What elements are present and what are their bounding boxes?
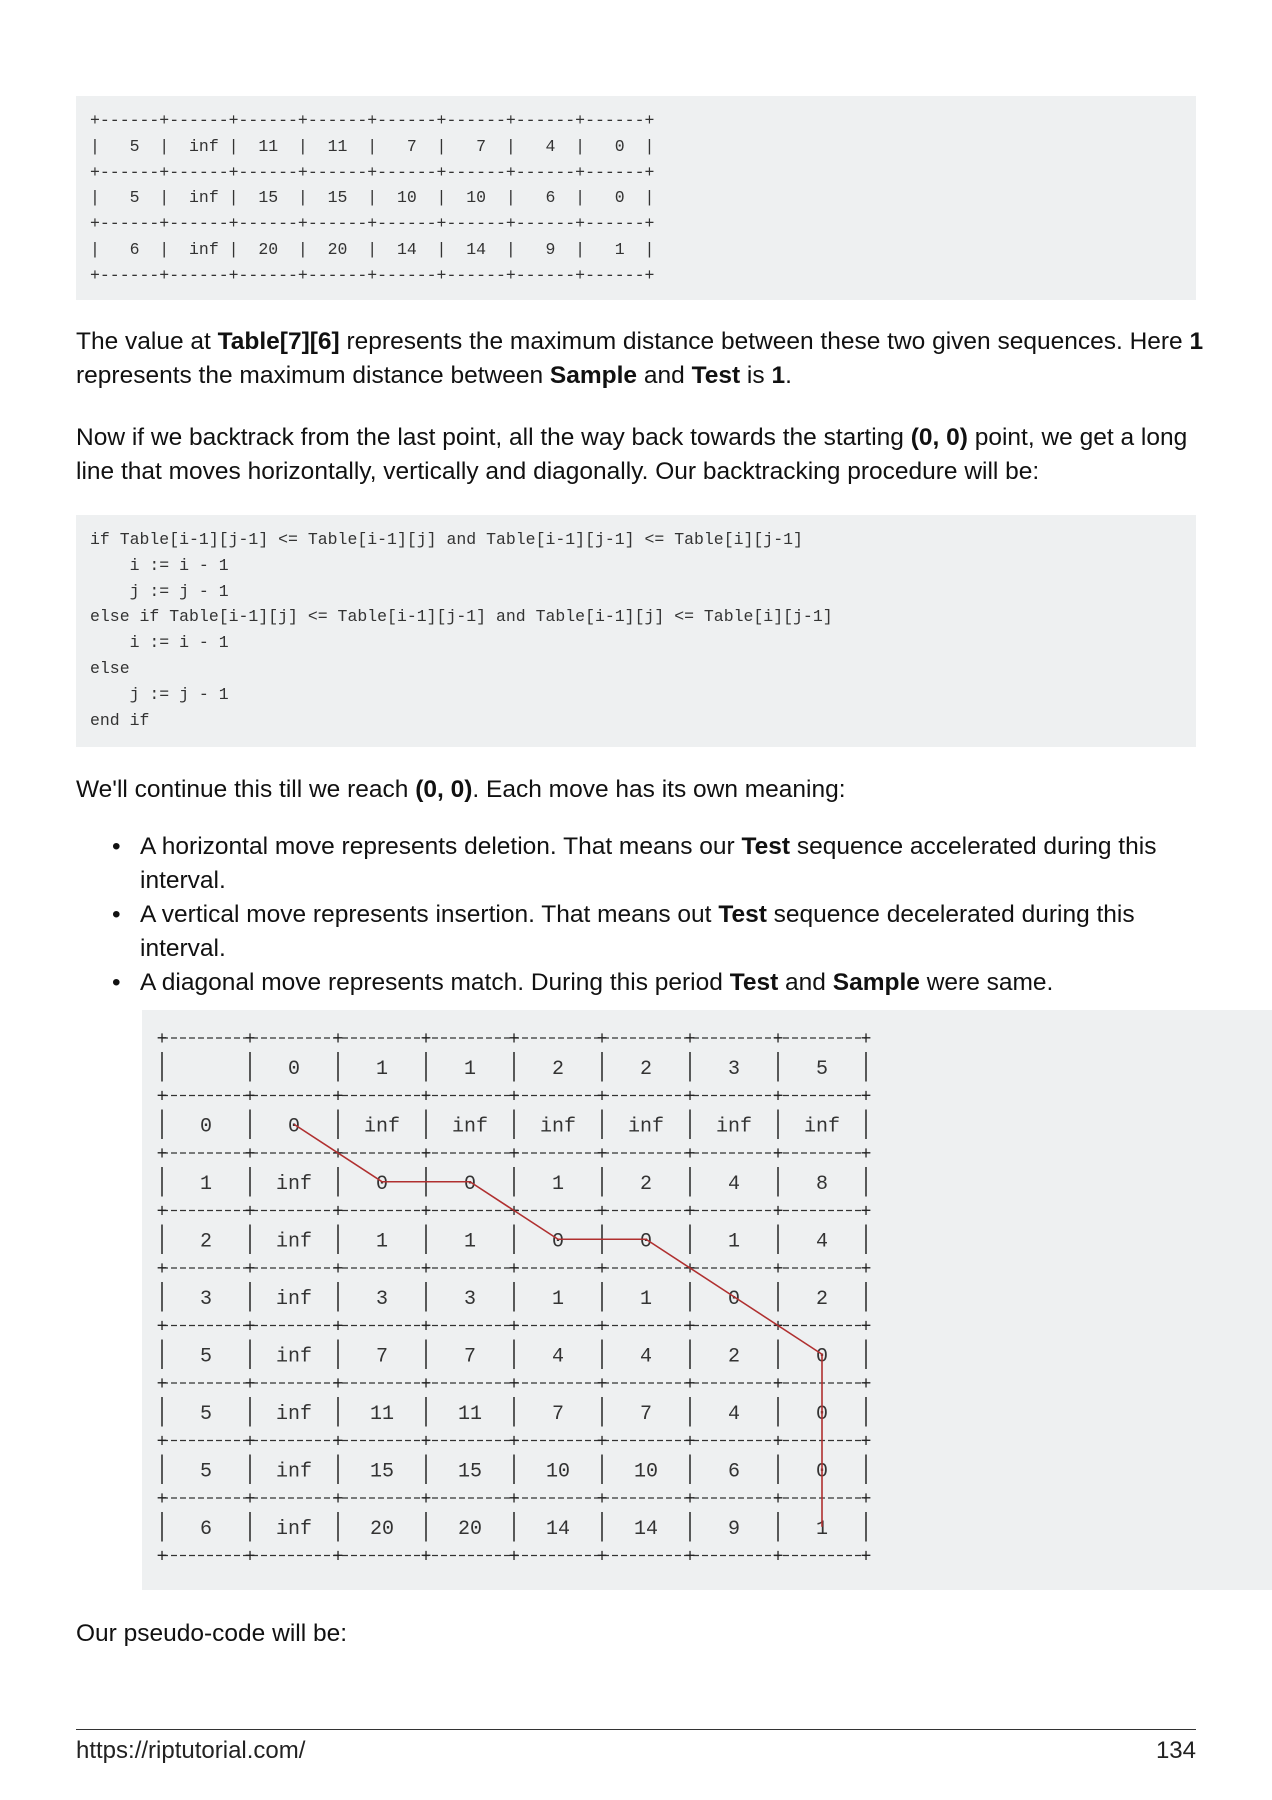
table-corner: + <box>596 1030 608 1050</box>
table-cell: inf <box>539 1115 577 1139</box>
table-corner: + <box>684 1145 696 1165</box>
table-cell: 20 <box>369 1517 395 1541</box>
table-corner: + <box>772 1145 784 1165</box>
table-corner: + <box>860 1490 872 1510</box>
table-cell: 11 <box>457 1402 483 1426</box>
table-corner: + <box>332 1490 344 1510</box>
table-cell: 1 <box>551 1287 565 1311</box>
table-header-cell: 2 <box>639 1057 653 1081</box>
table-corner: + <box>244 1202 256 1223</box>
table-corner: + <box>860 1260 872 1280</box>
table-corner: + <box>596 1317 608 1338</box>
table-corner: + <box>860 1547 872 1568</box>
table-cell: 6 <box>727 1460 741 1484</box>
table-cell: 7 <box>639 1402 653 1426</box>
table-corner: + <box>156 1145 168 1165</box>
table-cell: 0 <box>551 1230 565 1254</box>
table-corner: + <box>156 1375 168 1395</box>
table-cell: 0 <box>815 1460 829 1484</box>
table-cell: 5 <box>199 1402 213 1426</box>
table-corner: + <box>860 1145 872 1165</box>
table-corner: + <box>420 1260 432 1280</box>
table-cell: 7 <box>551 1402 565 1426</box>
table-cell: 2 <box>199 1230 213 1254</box>
footer-divider <box>76 1729 1196 1730</box>
table-corner: + <box>772 1547 784 1568</box>
table-corner: + <box>508 1432 520 1453</box>
table-corner: + <box>508 1087 520 1108</box>
table-corner: + <box>772 1202 784 1223</box>
table-cell: inf <box>451 1115 489 1139</box>
table-corner: + <box>684 1202 696 1223</box>
table-corner: + <box>596 1375 608 1395</box>
table-cell: 5 <box>199 1460 213 1484</box>
table-corner: + <box>860 1087 872 1108</box>
table-corner: + <box>684 1087 696 1108</box>
table-header-cell: 1 <box>463 1057 477 1081</box>
table-corner: + <box>596 1490 608 1510</box>
paragraph-backtrack: Now if we backtrack from the last point, all the way back towards the starting (0, 0) point, we get a long line that moves horizontally, vertically and diagonally. Our backtracking procedure will be: <box>76 424 1188 485</box>
table-cell: inf <box>275 1172 313 1196</box>
table-corner: + <box>420 1490 432 1510</box>
footer-url[interactable]: https://riptutorial.com/ <box>76 1737 306 1764</box>
table-cell: inf <box>627 1115 665 1139</box>
list-item-horizontal: • A horizontal move represents deletion. That means our Test sequence accelerated during this interval. <box>112 833 1157 894</box>
table-cell: 7 <box>463 1345 477 1369</box>
table-corner: + <box>156 1547 168 1568</box>
table-cell: 2 <box>727 1345 741 1369</box>
table-cell: 1 <box>639 1287 653 1311</box>
table-cell: inf <box>715 1115 753 1139</box>
table-corner: + <box>596 1087 608 1108</box>
table-corner: + <box>508 1317 520 1338</box>
table-corner: + <box>508 1490 520 1510</box>
table-header-cell: 1 <box>375 1057 389 1081</box>
table-corner: + <box>156 1030 168 1050</box>
table-cell: 3 <box>463 1287 477 1311</box>
table-cell: 0 <box>287 1115 301 1139</box>
table-corner: + <box>508 1375 520 1395</box>
table-corner: + <box>332 1202 344 1223</box>
table-corner: + <box>420 1317 432 1338</box>
table-corner: + <box>596 1202 608 1223</box>
table-cell: 2 <box>815 1287 829 1311</box>
table-cell: 15 <box>457 1460 483 1484</box>
table-cell: 1 <box>375 1230 389 1254</box>
table-corner: + <box>860 1375 872 1395</box>
table-corner: + <box>244 1260 256 1280</box>
table-corner: + <box>332 1432 344 1453</box>
table-cell: 8 <box>815 1172 829 1196</box>
table-corner: + <box>772 1375 784 1395</box>
table-cell: 14 <box>633 1517 659 1541</box>
table-cell: 9 <box>727 1517 741 1541</box>
table-corner: + <box>244 1030 256 1050</box>
code-block-backtrack <box>76 515 1196 747</box>
table-header-cell: 3 <box>727 1057 741 1081</box>
table-cell: inf <box>275 1345 313 1369</box>
table-header-cell: 2 <box>551 1057 565 1081</box>
table-cell: 1 <box>551 1172 565 1196</box>
table-corner: + <box>332 1087 344 1108</box>
table-corner: + <box>860 1432 872 1453</box>
table-corner: + <box>244 1087 256 1108</box>
table-corner: + <box>772 1030 784 1050</box>
code-backtrack-text: if Table[i-1][j-1] <= Table[i-1][j] and Table[i-1][j-1] <= Table[i][j-1] i := i - 1 j := j - 1 else if Table[i-1][j] <= Table[i-1][j-1] and Table[i-1][j] <= Table[i][j-1] i := i - 1 else j := j - 1 end if <box>90 530 833 730</box>
table-corner: + <box>156 1432 168 1453</box>
table-corner: + <box>244 1375 256 1395</box>
table-corner: + <box>772 1432 784 1453</box>
table-corner: + <box>772 1087 784 1108</box>
table-corner: + <box>332 1260 344 1280</box>
table-corner: + <box>332 1317 344 1338</box>
table-cell: inf <box>275 1287 313 1311</box>
list-item-diagonal: • A diagonal move represents match. During this period Test and Sample were same. <box>112 969 1054 996</box>
table-corner: + <box>596 1260 608 1280</box>
table-corner: + <box>244 1490 256 1510</box>
table-corner: + <box>332 1145 344 1165</box>
table-cell: 6 <box>199 1517 213 1541</box>
move-meaning-list <box>76 830 1206 1000</box>
table-corner: + <box>156 1202 168 1223</box>
table-cell: inf <box>803 1115 841 1139</box>
table-cell: 4 <box>551 1345 565 1369</box>
table-cell: 3 <box>199 1287 213 1311</box>
table-corner: + <box>684 1547 696 1568</box>
table-corner: + <box>156 1260 168 1280</box>
table-cell: 20 <box>457 1517 483 1541</box>
table-corner: + <box>684 1260 696 1280</box>
table-corner: + <box>684 1030 696 1050</box>
table-corner: + <box>156 1490 168 1510</box>
page-number: 134 <box>1155 1737 1196 1764</box>
table-corner: + <box>772 1260 784 1280</box>
table-corner: + <box>332 1375 344 1395</box>
table-header-cell: 5 <box>815 1057 829 1081</box>
table-corner: + <box>860 1030 872 1050</box>
table-cell: 1 <box>815 1517 829 1541</box>
table-cell: 1 <box>727 1230 741 1254</box>
table-cell: 0 <box>815 1345 829 1369</box>
table-corner: + <box>156 1317 168 1338</box>
table-corner: + <box>420 1145 432 1165</box>
table-corner: + <box>860 1317 872 1338</box>
table-corner: + <box>860 1202 872 1223</box>
paragraph-max-distance: The value at Table[7][6] represents the maximum distance between these two given sequences. Here 1 represents the maximum distance between Sample and Test is 1. <box>76 328 1204 389</box>
table-corner: + <box>244 1432 256 1453</box>
table-cell: 1 <box>463 1230 477 1254</box>
table-cell: 4 <box>727 1402 741 1426</box>
table-corner: + <box>508 1260 520 1280</box>
table-cell: 10 <box>633 1460 659 1484</box>
table-cell: 0 <box>815 1402 829 1426</box>
table-cell: inf <box>275 1230 313 1254</box>
table-cell: 4 <box>815 1230 829 1254</box>
table-cell: 4 <box>639 1345 653 1369</box>
table-corner: + <box>244 1547 256 1568</box>
table-corner: + <box>684 1490 696 1510</box>
table-corner: + <box>420 1432 432 1453</box>
table-cell: 14 <box>545 1517 571 1541</box>
table-corner: + <box>596 1547 608 1568</box>
table-corner: + <box>332 1547 344 1568</box>
table-corner: + <box>772 1490 784 1510</box>
table-cell: 3 <box>375 1287 389 1311</box>
table-cell: 1 <box>199 1172 213 1196</box>
table-corner: + <box>596 1145 608 1165</box>
paragraph-pseudo-code: Our pseudo-code will be: <box>76 1620 348 1647</box>
paragraph-continue: We'll continue this till we reach (0, 0). Each move has its own meaning: <box>76 776 846 803</box>
table-corner: + <box>772 1317 784 1338</box>
table-corner: + <box>508 1202 520 1223</box>
table-corner: + <box>508 1547 520 1568</box>
table-cell: inf <box>275 1460 313 1484</box>
table-corner: + <box>508 1030 520 1050</box>
table-corner: + <box>420 1202 432 1223</box>
backtrack-figure <box>142 1010 1272 1590</box>
list-item-vertical: • A vertical move represents insertion. That means out Test sequence decelerated during this interval. <box>112 901 1135 962</box>
table-corner: + <box>684 1317 696 1338</box>
table-cell: inf <box>275 1402 313 1426</box>
table-cell: 0 <box>639 1230 653 1254</box>
table-cell: 2 <box>639 1172 653 1196</box>
table-corner: + <box>420 1087 432 1108</box>
table-corner: + <box>244 1145 256 1165</box>
table-cell: 0 <box>727 1287 741 1311</box>
code-table-text: +------+------+------+------+------+------+------+------+ | 5 | inf | 11 | 11 | 7 | 7 | 4 | 0 | +------+------+------+------+------+------+------+------+ | 5 | inf | 15 | 15 | 10 | 10 | 6 | 0 | +------+------+------+------+------+------+------+------+ | 6 | inf | 20 | 20 | 14 | 14 | 9 | 1 | +------+------+------+------+------+------+------+------+ <box>90 111 655 285</box>
table-corner: + <box>684 1375 696 1395</box>
table-corner: + <box>244 1317 256 1338</box>
table-cell: 10 <box>545 1460 571 1484</box>
table-corner: + <box>508 1145 520 1165</box>
table-corner: + <box>332 1030 344 1050</box>
table-cell: 15 <box>369 1460 395 1484</box>
table-cell: 0 <box>199 1115 213 1139</box>
table-corner: + <box>156 1087 168 1108</box>
table-cell: 0 <box>463 1172 477 1196</box>
table-header-cell: 0 <box>287 1057 301 1081</box>
table-cell: 0 <box>375 1172 389 1196</box>
table-corner: + <box>420 1030 432 1050</box>
code-block-table <box>76 96 1196 300</box>
table-cell: 11 <box>369 1402 395 1426</box>
table-corner: + <box>596 1432 608 1453</box>
backtrack-table-svg <box>142 1010 1272 1590</box>
table-cell: inf <box>363 1115 401 1139</box>
table-corner: + <box>420 1547 432 1568</box>
table-cell: 7 <box>375 1345 389 1369</box>
table-cell: 4 <box>727 1172 741 1196</box>
table-cell: inf <box>275 1517 313 1541</box>
table-cell: 5 <box>199 1345 213 1369</box>
table-corner: + <box>684 1432 696 1453</box>
table-corner: + <box>420 1375 432 1395</box>
